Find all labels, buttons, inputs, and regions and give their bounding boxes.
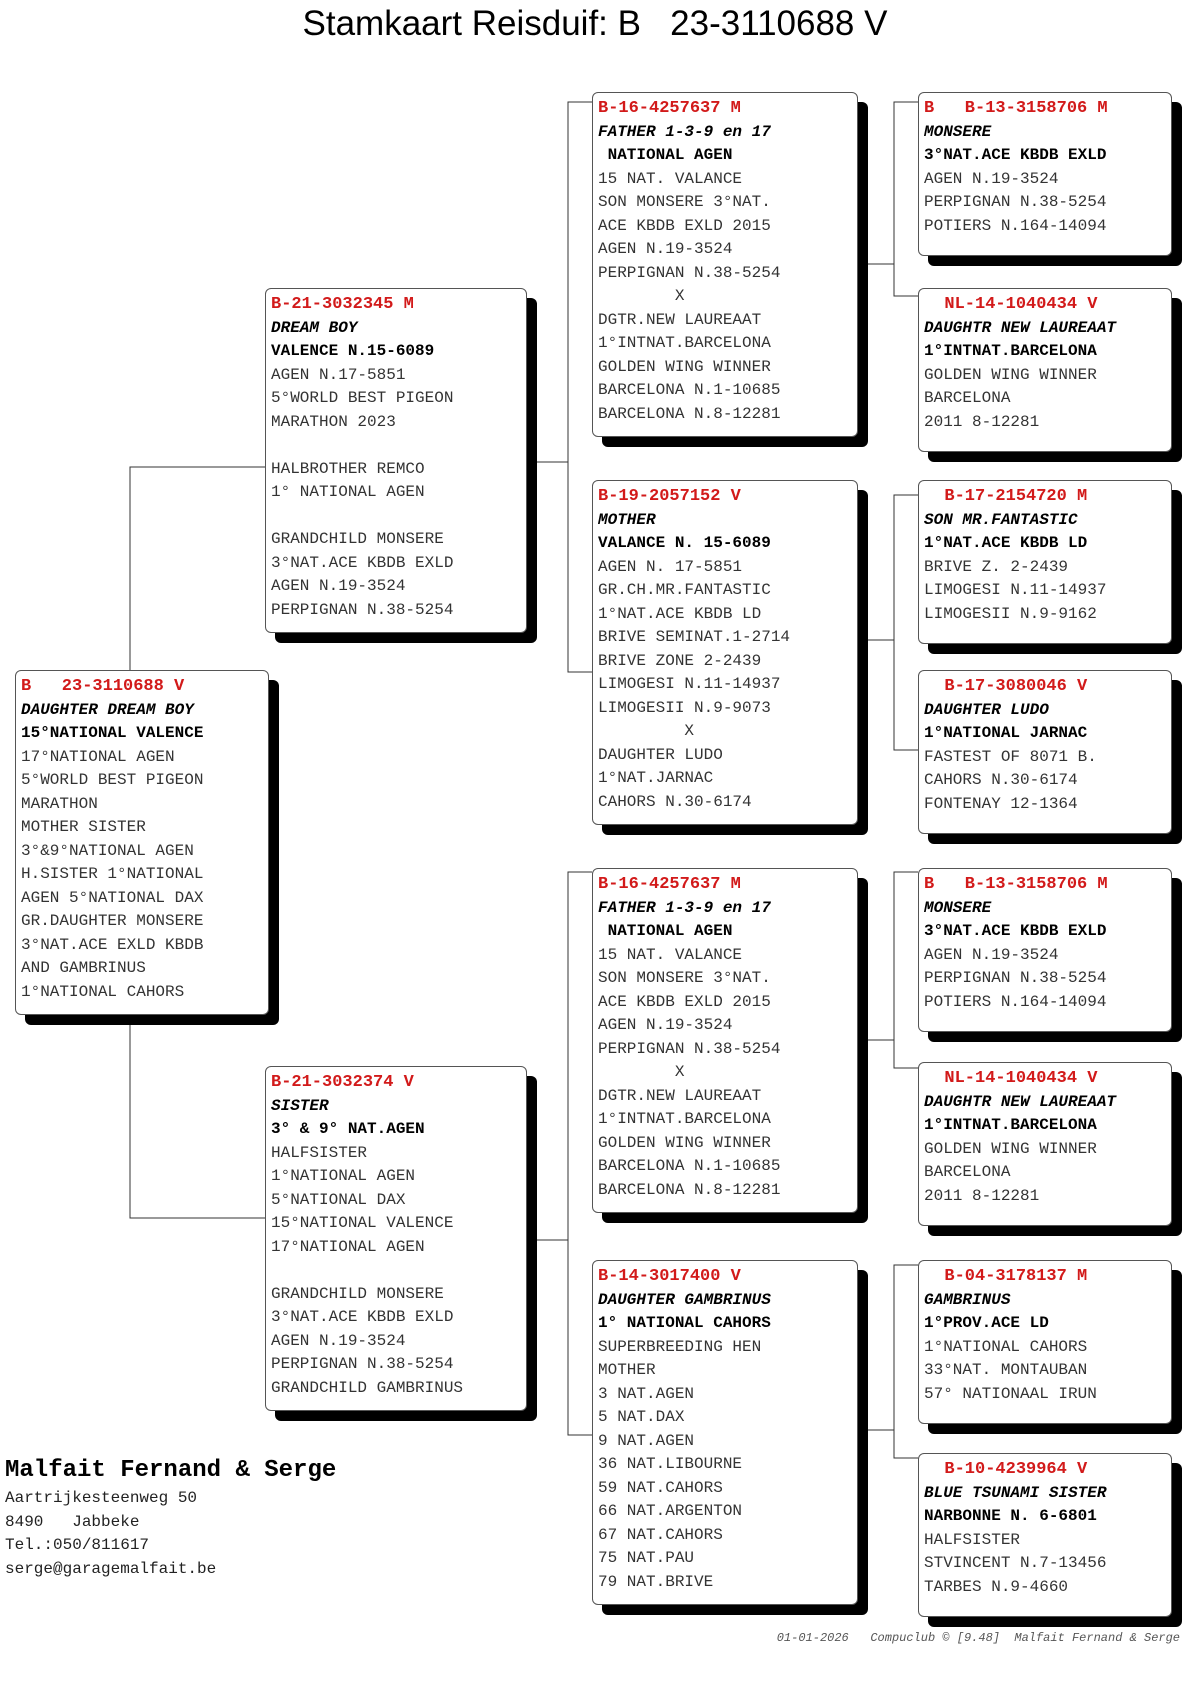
great-grandparent-card-mff	[918, 868, 1172, 1032]
pigeon-detail: SON MONSERE 3°NAT.	[598, 193, 771, 211]
pigeon-name: FATHER 1-3-9 en 17	[598, 122, 771, 141]
grandfather-maternal-card	[592, 868, 858, 1213]
ring-number: B-16-4257637 M	[598, 99, 741, 118]
pigeon-detail: PERPIGNAN N.38-5254	[271, 600, 454, 619]
ring-number: B 23-3110688 V	[21, 677, 185, 696]
pigeon-detail: AGEN N.17-5851	[271, 365, 406, 384]
pigeon-detail: AGEN N.19-3524	[924, 945, 1059, 964]
pigeon-detail: 1°NATIONAL CAHORS	[21, 982, 185, 1001]
pigeon-name: GAMBRINUS	[924, 1290, 1011, 1309]
pigeon-detail: 79 NAT.BRIVE	[598, 1572, 714, 1591]
ring-number: B-17-2154720 M	[924, 487, 1088, 506]
pigeon-detail: POTIERS N.164-14094	[924, 216, 1107, 235]
pigeon-highlight: 15°NATIONAL VALENCE	[21, 724, 204, 742]
pigeon-detail: BARCELONA	[924, 389, 1011, 407]
pigeon-detail: 1°NAT.JARNAC	[598, 769, 714, 787]
pigeon-detail: 3°NAT.ACE KBDB EXLD	[271, 553, 454, 572]
pigeon-detail: 1°INTNAT.BARCELONA	[598, 334, 771, 352]
ring-number: NL-14-1040434 V	[924, 1069, 1098, 1088]
ring-number: B-19-2057152 V	[598, 487, 741, 506]
pigeon-detail: BRIVE Z. 2-2439	[924, 557, 1069, 576]
pigeon-detail: MOTHER SISTER	[21, 818, 146, 836]
grandmother-maternal-card	[592, 1260, 858, 1605]
page-title: Stamkaart Reisduif: B 23-3110688 V	[302, 4, 888, 43]
pigeon-detail: GRANDCHILD MONSERE	[271, 1284, 444, 1303]
pigeon-detail: BARCELONA N.1-10685	[598, 1157, 781, 1175]
pigeon-detail: GRANDCHILD MONSERE	[271, 530, 444, 548]
pigeon-detail: AGEN N. 17-5851	[598, 557, 743, 576]
pigeon-detail: 15 NAT. VALANCE	[598, 169, 743, 188]
pigeon-detail: GRANDCHILD GAMBRINUS	[271, 1378, 464, 1397]
pigeon-highlight: VALENCE N.15-6089	[271, 342, 435, 360]
pigeon-detail	[271, 505, 526, 529]
mother-pigeon-card	[265, 1066, 527, 1411]
pigeon-detail: HALBROTHER REMCO	[271, 459, 425, 478]
pigeon-detail	[271, 1259, 526, 1283]
subject-pigeon-card	[15, 670, 269, 1015]
owner-name: Malfait Fernand & Serge	[5, 1457, 337, 1484]
pigeon-detail: MOTHER	[598, 1361, 656, 1379]
pigeon-detail: AGEN 5°NATIONAL DAX	[21, 888, 204, 907]
owner-contact-block	[5, 1455, 336, 1581]
owner-email: serge@garagemalfait.be	[5, 1559, 217, 1578]
pigeon-detail: 67 NAT.CAHORS	[598, 1525, 723, 1544]
pigeon-detail: AGEN N.19-3524	[271, 577, 406, 595]
ring-number: B B-13-3158706 M	[924, 99, 1108, 118]
ring-number: B-17-3080046 V	[924, 677, 1088, 696]
pigeon-detail: AGEN N.19-3524	[598, 1016, 733, 1034]
pigeon-detail: X	[598, 722, 695, 740]
great-grandparent-card-ffm	[918, 288, 1172, 452]
pigeon-detail: 1°INTNAT.BARCELONA	[598, 1110, 771, 1128]
pigeon-detail: SUPERBREEDING HEN	[598, 1337, 762, 1356]
pigeon-detail: ACE KBDB EXLD 2015	[598, 992, 771, 1011]
pigeon-highlight: 3° & 9° NAT.AGEN	[271, 1120, 425, 1138]
pigeon-name: DAUGHTR NEW LAUREAAT	[924, 1092, 1117, 1111]
pigeon-detail: 15°NATIONAL VALENCE	[271, 1214, 454, 1232]
pigeon-highlight: VALANCE N. 15-6089	[598, 534, 771, 552]
ring-number: NL-14-1040434 V	[924, 295, 1098, 314]
pigeon-detail: TARBES N.9-4660	[924, 1577, 1069, 1596]
great-grandparent-card-fmf	[918, 480, 1172, 644]
pigeon-detail: DAUGHTER LUDO	[598, 745, 723, 764]
pigeon-detail: 2011 8-12281	[924, 1186, 1040, 1205]
pigeon-detail: AND GAMBRINUS	[21, 959, 146, 977]
pigeon-name: DAUGHTER DREAM BOY	[21, 700, 194, 719]
pigeon-detail: 5°WORLD BEST PIGEON	[21, 771, 204, 789]
pigeon-detail: 17°NATIONAL AGEN	[271, 1237, 425, 1256]
pigeon-detail: GOLDEN WING WINNER	[598, 1133, 771, 1152]
pigeon-detail: BARCELONA N.1-10685	[598, 381, 781, 399]
footer-credits: 01-01-2026 Compuclub © [9.48] Malfait Fernand & Serge	[776, 1631, 1180, 1645]
pigeon-detail: MARATHON 2023	[271, 412, 396, 431]
pigeon-name: BLUE TSUNAMI SISTER	[924, 1483, 1107, 1502]
pigeon-highlight: 1°PROV.ACE LD	[924, 1314, 1049, 1332]
pigeon-name: DAUGHTER GAMBRINUS	[598, 1290, 771, 1309]
pigeon-detail: BRIVE ZONE 2-2439	[598, 651, 762, 670]
pigeon-detail: GOLDEN WING WINNER	[598, 357, 771, 376]
pigeon-detail: 33°NAT. MONTAUBAN	[924, 1361, 1088, 1379]
pigeon-detail: AGEN N.19-3524	[598, 240, 733, 258]
pigeon-detail: LIMOGESI N.11-14937	[598, 675, 781, 693]
pigeon-detail: 17°NATIONAL AGEN	[21, 747, 175, 766]
pigeon-highlight: 1°INTNAT.BARCELONA	[924, 1116, 1097, 1134]
owner-phone: Tel.:050/811617	[5, 1536, 150, 1554]
ring-number: B-10-4239964 V	[924, 1460, 1088, 1479]
pigeon-detail: PERPIGNAN N.38-5254	[924, 193, 1107, 211]
pigeon-highlight: 1°NAT.ACE KBDB LD	[924, 534, 1088, 552]
father-pigeon-card	[265, 288, 527, 633]
pigeon-detail: PERPIGNAN N.38-5254	[924, 969, 1107, 987]
pigeon-detail: 5°NATIONAL DAX	[271, 1190, 406, 1209]
pigeon-detail: 3 NAT.AGEN	[598, 1384, 695, 1403]
great-grandparent-card-mmf	[918, 1260, 1172, 1424]
pigeon-detail: 57° NATIONAAL IRUN	[924, 1384, 1097, 1403]
pigeon-detail: STVINCENT N.7-13456	[924, 1554, 1107, 1572]
pigeon-name: DAUGHTR NEW LAUREAAT	[924, 318, 1117, 337]
pigeon-detail: PERPIGNAN N.38-5254	[598, 263, 781, 282]
pigeon-detail: CAHORS N.30-6174	[924, 771, 1078, 789]
pigeon-detail: MARATHON	[21, 794, 98, 813]
great-grandparent-card-fff	[918, 92, 1172, 256]
pigeon-highlight: 1°INTNAT.BARCELONA	[924, 342, 1097, 360]
owner-address: Aartrijkesteenweg 50	[5, 1489, 198, 1507]
pigeon-detail: 3°&9°NATIONAL AGEN	[21, 841, 194, 860]
pigeon-detail: BARCELONA N.8-12281	[598, 1180, 781, 1199]
pigeon-highlight: 3°NAT.ACE KBDB EXLD	[924, 922, 1107, 940]
pigeon-detail: 1°NATIONAL AGEN	[271, 1167, 416, 1185]
pigeon-detail: PERPIGNAN N.38-5254	[271, 1355, 454, 1373]
pigeon-detail: 66 NAT.ARGENTON	[598, 1502, 743, 1520]
pigeon-detail: LIMOGESI N.11-14937	[924, 581, 1107, 599]
pigeon-name: DAUGHTER LUDO	[924, 700, 1049, 719]
pigeon-detail: DGTR.NEW LAUREAAT	[598, 310, 762, 329]
pigeon-detail: HALFSISTER	[271, 1143, 368, 1162]
pigeon-name: DREAM BOY	[271, 318, 358, 337]
pigeon-detail: CAHORS N.30-6174	[598, 792, 752, 811]
pigeon-detail: 9 NAT.AGEN	[598, 1431, 695, 1450]
pigeon-detail: DGTR.NEW LAUREAAT	[598, 1086, 762, 1105]
pigeon-detail: ACE KBDB EXLD 2015	[598, 216, 771, 235]
pigeon-detail: LIMOGESII N.9-9162	[924, 604, 1097, 623]
pigeon-highlight: 1°NATIONAL JARNAC	[924, 724, 1088, 742]
pigeon-detail: X	[598, 1063, 685, 1081]
pigeon-detail: GR.CH.MR.FANTASTIC	[598, 581, 771, 599]
pigeon-detail: LIMOGESII N.9-9073	[598, 698, 771, 717]
pigeon-name: SON MR.FANTASTIC	[924, 510, 1078, 529]
great-grandparent-card-mmm	[918, 1453, 1172, 1617]
pigeon-name: MONSERE	[924, 122, 992, 141]
pigeon-detail: FASTEST OF 8071 B.	[924, 747, 1097, 766]
ring-number: B-21-3032345 M	[271, 295, 414, 314]
pigeon-highlight: NATIONAL AGEN	[598, 146, 733, 164]
ring-number: B-04-3178137 M	[924, 1267, 1088, 1286]
pigeon-detail: 5 NAT.DAX	[598, 1408, 685, 1426]
pigeon-detail: GOLDEN WING WINNER	[924, 1139, 1097, 1158]
grandfather-paternal-card	[592, 92, 858, 437]
pigeon-name: FATHER 1-3-9 en 17	[598, 898, 771, 917]
pigeon-detail: 5°WORLD BEST PIGEON	[271, 389, 454, 407]
pigeon-detail: GR.DAUGHTER MONSERE	[21, 912, 204, 930]
great-grandparent-card-mfm	[918, 1062, 1172, 1226]
pigeon-detail: BARCELONA	[924, 1163, 1011, 1181]
pigeon-highlight: NATIONAL AGEN	[598, 922, 733, 940]
pigeon-detail: 15 NAT. VALANCE	[598, 945, 743, 964]
pigeon-name: MOTHER	[598, 510, 656, 529]
pigeon-detail: X	[598, 287, 685, 305]
pigeon-detail: BARCELONA N.8-12281	[598, 404, 781, 423]
pigeon-detail: BRIVE SEMINAT.1-2714	[598, 628, 791, 646]
pigeon-highlight: 3°NAT.ACE KBDB EXLD	[924, 146, 1107, 164]
pigeon-detail: GOLDEN WING WINNER	[924, 365, 1097, 384]
ring-number: B B-13-3158706 M	[924, 875, 1108, 894]
pigeon-detail: POTIERS N.164-14094	[924, 992, 1107, 1011]
pigeon-highlight: NARBONNE N. 6-6801	[924, 1507, 1097, 1525]
ring-number: B-21-3032374 V	[271, 1073, 414, 1092]
pigeon-detail: AGEN N.19-3524	[271, 1331, 406, 1350]
owner-city: 8490 Jabbeke	[5, 1512, 140, 1531]
pigeon-detail: 59 NAT.CAHORS	[598, 1478, 723, 1497]
pigeon-detail: 3°NAT.ACE EXLD KBDB	[21, 935, 204, 954]
pigeon-detail: 75 NAT.PAU	[598, 1549, 695, 1567]
pigeon-detail	[271, 434, 526, 458]
pigeon-detail: SON MONSERE 3°NAT.	[598, 969, 771, 987]
pigeon-detail: 2011 8-12281	[924, 412, 1040, 431]
pigeon-detail: 1°NAT.ACE KBDB LD	[598, 604, 762, 623]
pigeon-name: MONSERE	[924, 898, 992, 917]
ring-number: B-14-3017400 V	[598, 1267, 741, 1286]
pigeon-detail: H.SISTER 1°NATIONAL	[21, 865, 204, 883]
great-grandparent-card-fmm	[918, 670, 1172, 834]
pigeon-detail: 1° NATIONAL AGEN	[271, 483, 425, 501]
pigeon-highlight: 1° NATIONAL CAHORS	[598, 1314, 771, 1332]
pigeon-detail: 3°NAT.ACE KBDB EXLD	[271, 1308, 454, 1326]
pigeon-detail: 1°NATIONAL CAHORS	[924, 1337, 1088, 1356]
pigeon-detail: HALFSISTER	[924, 1530, 1021, 1549]
pigeon-detail: PERPIGNAN N.38-5254	[598, 1039, 781, 1058]
pigeon-detail: 36 NAT.LIBOURNE	[598, 1455, 743, 1473]
pigeon-name: SISTER	[271, 1096, 329, 1115]
pigeon-detail: FONTENAY 12-1364	[924, 794, 1078, 813]
pigeon-detail: AGEN N.19-3524	[924, 169, 1059, 188]
grandmother-paternal-card	[592, 480, 858, 825]
ring-number: B-16-4257637 M	[598, 875, 741, 894]
